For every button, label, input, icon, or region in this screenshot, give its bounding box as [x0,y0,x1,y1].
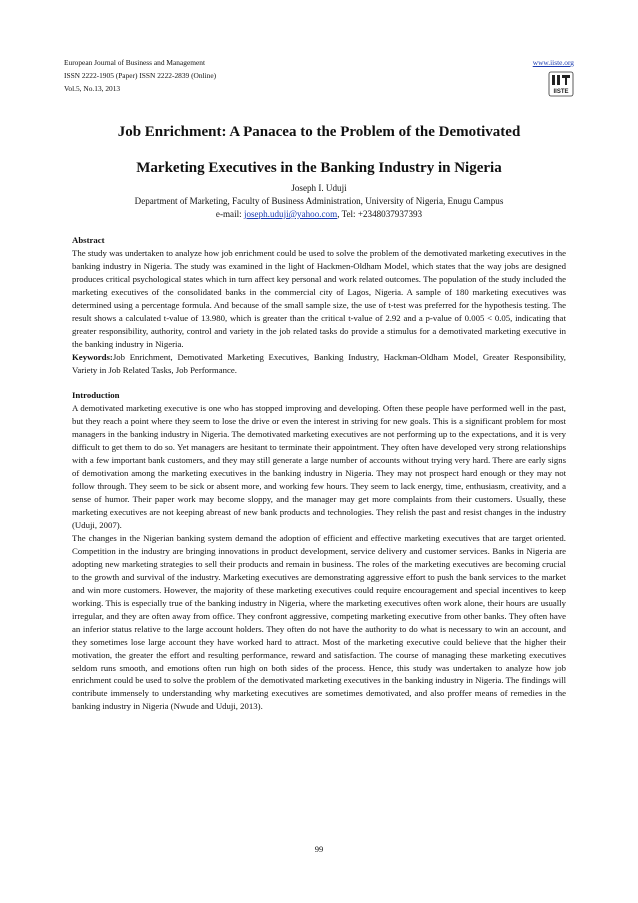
keywords-line [72,351,566,377]
svg-text:IISTE: IISTE [553,89,569,95]
page-number: 99 [314,844,324,854]
journal-volume: Vol.5, No.13, 2013 [64,84,121,93]
website-link[interactable]: www.iiste.org [532,58,574,67]
abstract-heading: Abstract [72,235,105,245]
journal-header [64,56,574,96]
author-contact [64,208,574,221]
author-tel: , Tel: +2348037937393 [337,209,423,219]
introduction-heading: Introduction [72,390,120,401]
abstract-text: The study was undertaken to analyze how job enrichment could be used to solve the problem of the demotivated marketing executives in the banking industry in Nigeria. The study was examined in the light of Hackmen-Oldham Model, which states that the way jobs are designed produces critical psychological states which in turn affect key personal and work related outcomes. The population of the study included the marketing executives of the consolidated banks in the commercial city of Lagos, Nigeria. A sample of 180 marketing executives was determined using a percentage formula. And because of the small sample size, the use of t-test was preferred for the hypothesis testing. The result shows a calculated t-value of 13.980, which is greater than the critical t-value of 2.92 and a p-value of 0.005 < 0.05, indicating that greater responsibility, authority, control and variety in the job related tasks do provide a stimulus for a demotivated marketing executive in the banking industry in Nigeria. [72,247,566,349]
keywords-label: Keywords: [72,351,113,362]
title-line-1: Job Enrichment: A Panacea to the Problem of the Demotivated [117,124,521,140]
journal-issn: ISSN 2222-1905 (Paper) ISSN 2222-2839 (Online) [64,71,217,80]
email-link[interactable]: joseph.uduji@yahoo.com [243,209,338,219]
journal-name: European Journal of Business and Management [64,58,206,67]
author-name: Joseph I. Uduji [291,183,347,193]
paper-body [72,234,566,713]
keywords-text: Job Enrichment, Demotivated Marketing Executives, Banking Industry, Hackman-Oldham Model, Greater Responsibility, Variety in Job Related Tasks, Job Performance. [72,351,566,375]
email-prefix: e-mail: [215,209,244,219]
author-affiliation: Department of Marketing, Faculty of Business Administration, University of Nigeria, Enugu Campus [134,196,504,206]
paper-title [64,114,574,186]
introduction-paragraph-1: A demotivated marketing executive is one who has stopped improving and developing. Often these people have performed well in the past, but they reach a point where they seem to lose the drive or even the interest in striving for new goals. This is a significant problem for most managers in the banking industry in Nigeria. The demotivated marketing executives are not performing up to the expectations, and it is very difficult to get them to do so. Yet managers are hesitant to terminate their appointment. They often have developed very strong relationships with a few important bank customers, and they may still generate a large number of accounts without trying very hard. There are early signs of demotivation among the marketing executives in the banking industry in Nigeria. They may not prospect hard enough or they may not follow through. They seem to be sick or absent more, and working few hours. They seem to lack energy, time, enthusiasm, creativity, and a sense of humor. Their paper work may become sloppy, and the manager may get more complaints from their customers. Usually, these marketing executives are not keeping abreast of new bank products and technologies. They relish the past and resist changes in the industry (Uduji, 2007). [72,403,566,531]
author-block [64,182,574,221]
introduction-paragraph-2: The changes in the Nigerian banking system demand the adoption of efficient and effective marketing executives that are target oriented. Competition in the industry are bringing innovations in product development, service delivery and customer services. Banks in Nigeria are adopting new marketing strategies to sell their products and remain in business. The roles of the marketing executives are becoming crucial to the growth and survival of the industry. Marketing executives are demonstrating aggressive effort to push the bank services to the market and win more customers. However, the majority of these marketing executives could require encouragement and special incentives to keep working. This is especially true of the banking industry in Nigeria, where the marketing executives often work alone, their hours are usually irregular, and they are often away from office. They confront aggressive, competing marketing executive from other banks. They often have an inferior status relative to the large account holders. They often do not have the authority to do what is necessary to win an account, and they sometimes lose large account they have worked hard to attract. Most of the marketing executive could believe that the higher their motivation, the greater the effort and resulting performance, reward and satisfaction. The course of managing these marketing executives seldom runs smooth, and emotions often run high on both sides of the process. Hence, this study was undertaken to analyze how job enrichment could be used to solve the problem of the demotivated marketing executives in the banking industry in Nigeria. The findings will contribute immensely to understanding why marketing executives are sometimes demotivated, and also proffer means of remedies in the banking industry in Nigeria (Nwude and Uduji, 2013). [72,532,566,712]
iiste-logo [548,71,574,97]
title-line-2: Marketing Executives in the Banking Industry in Nigeria [136,160,502,176]
